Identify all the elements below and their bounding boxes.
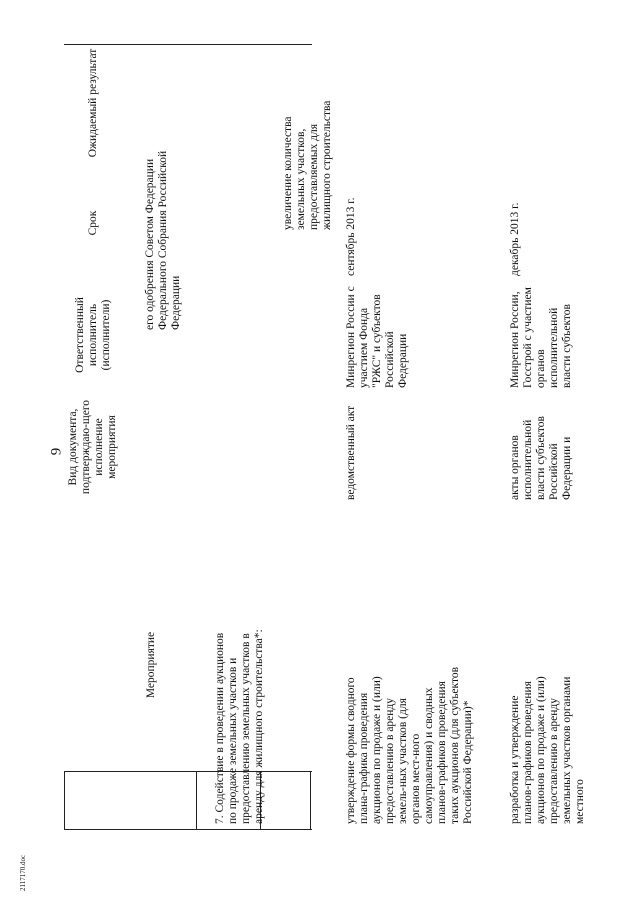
- header-measure-label: Мероприятие: [144, 631, 157, 699]
- page-number: 9: [48, 447, 65, 456]
- header-doc-type-label: Вид документа, подтверждаю-щего исполнение мероприятия: [67, 399, 118, 495]
- row-3-measure: разработка и утверждение планов-графиков проведения аукционов по продаже и (или) предоставлению в аренду земельных участков органами местного: [509, 676, 586, 824]
- measures-table: [64, 44, 586, 830]
- row-3-doc-type: акты органов исполнительной власти субъектов Российской Федерации и: [509, 416, 573, 500]
- row-3-executor: Минрегион России, Госстрой с участием органов исполнительной власти субъектов: [509, 287, 573, 388]
- table-top-border: [64, 829, 312, 830]
- column-separator: [64, 772, 65, 830]
- row-1-measure: 7. Содействие в проведении аукционов по продаже земельных участков и предоставлению земельных участков в аренду для жилищного строительства*:: [214, 629, 265, 824]
- header-deadline-label: Срок: [86, 210, 99, 236]
- table-bottom-border: [64, 44, 312, 45]
- header-executor: [66, 280, 120, 390]
- header-doc-type: [66, 392, 120, 502]
- header-separator: [64, 771, 312, 772]
- row-2-executor: Минрегион России с участием Фонда "РЖС" и субъектов Российской Федерации: [345, 286, 409, 388]
- row-2-deadline: сентябрь 2013 г.: [345, 197, 357, 276]
- header-executor-label: Ответственный исполнитель (исполнители): [73, 297, 112, 373]
- document-id: 2117170.doc: [19, 854, 27, 891]
- row-2-doc-type: ведомственный акт: [345, 405, 357, 500]
- header-measure: [122, 502, 180, 828]
- row-3-deadline: декабрь 2013 г.: [509, 202, 521, 276]
- row-1-result: увеличение количества земельных участков, предоставляемых для жилищного строительства: [282, 100, 333, 230]
- header-result-label: Ожидаемый результат: [86, 48, 99, 158]
- header-result: [66, 48, 120, 158]
- column-separator: [310, 772, 311, 830]
- row-2-measure: утверждение формы сводного плана-графика проведения аукционов по продаже и (или) предоставлению в аренду земель-ных участков (для органов мест-ного самоуправления) и сводных планов-графиков проведения таких аукционов (для субъектов Российской Федерации)*: [345, 666, 474, 824]
- column-separator: [196, 772, 197, 830]
- row-0-deadline: его одобрения Советом Федерации Федерального Собрания Российской Федерации: [144, 150, 182, 330]
- header-deadline: [66, 168, 120, 278]
